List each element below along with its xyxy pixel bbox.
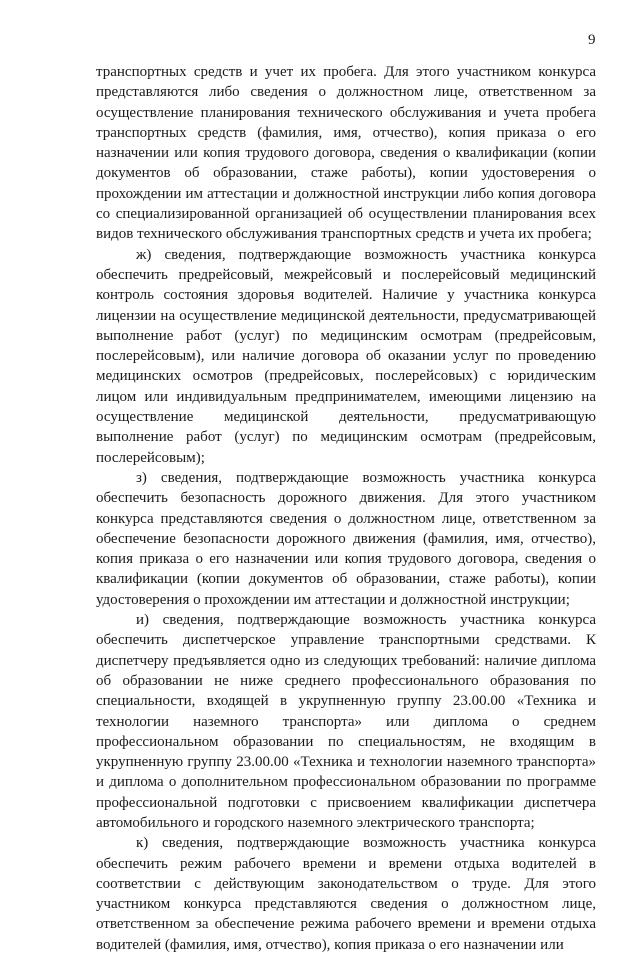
- paragraph-item-i-dispatch: и) сведения, подтверждающие возможность участника конкурса обеспечить диспетчерское управление транспортными средствами. К диспетчеру предъявляется одно из следующих требований: наличие диплома об образовании не ниже среднего профессионального образования по специальности, входящей в укрупненную группу 23.00.00 «Техника и технологии наземного транспорта» или диплома о среднем профессиональном образовании по специальностям, не входящим в укрупненную группу 23.00.00 «Техника и технологии наземного транспорта» и диплома о дополнительном профессиональном образовании по программе профессиональной подготовки с присвоением квалификации диспетчера автомобильного и городского наземного электрического транспорта;: [96, 612, 596, 831]
- document-body: [96, 62, 596, 955]
- paragraph-item-zh-medical-control: ж) сведения, подтверждающие возможность участника конкурса обеспечить предрейсовый, межрейсовый и послерейсовый медицинский контроль состояния здоровья водителей. Наличие у участника конкурса лицензии на осуществление медицинской деятельности, предусматривающей выполнение работ (услуг) по медицинским осмотрам (предрейсовым, послерейсовым), или наличие договора об оказании услуг по проведению медицинских осмотров (предрейсовых, послерейсовых) с юридическим лицом или индивидуальным предпринимателем, имеющими лицензию на осуществление медицинской деятельности, предусматривающую выполнение работ (услуг) по медицинским осмотрам (предрейсовым, послерейсовым);: [96, 246, 596, 466]
- page-number: 9: [588, 32, 596, 48]
- paragraph-item-k-work-rest-regime: к) сведения, подтверждающие возможность участника конкурса обеспечить режим рабочего времени и времени отдыха водителей в соответствии с действующим законодательством о труде. Для этого участником конкурса представляются сведения о должностном лице, ответственном за обеспечение режима рабочего времени и времени отдыха водителей (фамилия, имя, отчество), копия приказа о его назначении или: [96, 835, 596, 953]
- paragraph-transport-maintenance: транспортных средств и учет их пробега. Для этого участником конкурса представляются либо сведения о должностном лице, ответственном за осуществление планирования технического обслуживания и учета пробега транспортных средств (фамилия, имя, отчество), копия приказа о его назначении или копия трудового договора, сведения о квалификации (копии документов об образовании, стаже работы), копии удостоверения о прохождении им аттестации и должностной инструкции либо копия договора со специализированной организацией об осуществлении планирования всех видов технического обслуживания транспортных средств и учета их пробега;: [96, 64, 596, 243]
- paragraph-item-z-road-safety: з) сведения, подтверждающие возможность участника конкурса обеспечить безопасность дорожного движения. Для этого участником конкурса представляются сведения о должностном лице, ответственном за обеспечение безопасности дорожного движения (фамилия, имя, отчество), копия приказа о его назначении или копия трудового договора, сведения о квалификации (копии документов об образовании, стаже работы), копии удостоверения о прохождении им аттестации и должностной инструкции;: [96, 469, 596, 608]
